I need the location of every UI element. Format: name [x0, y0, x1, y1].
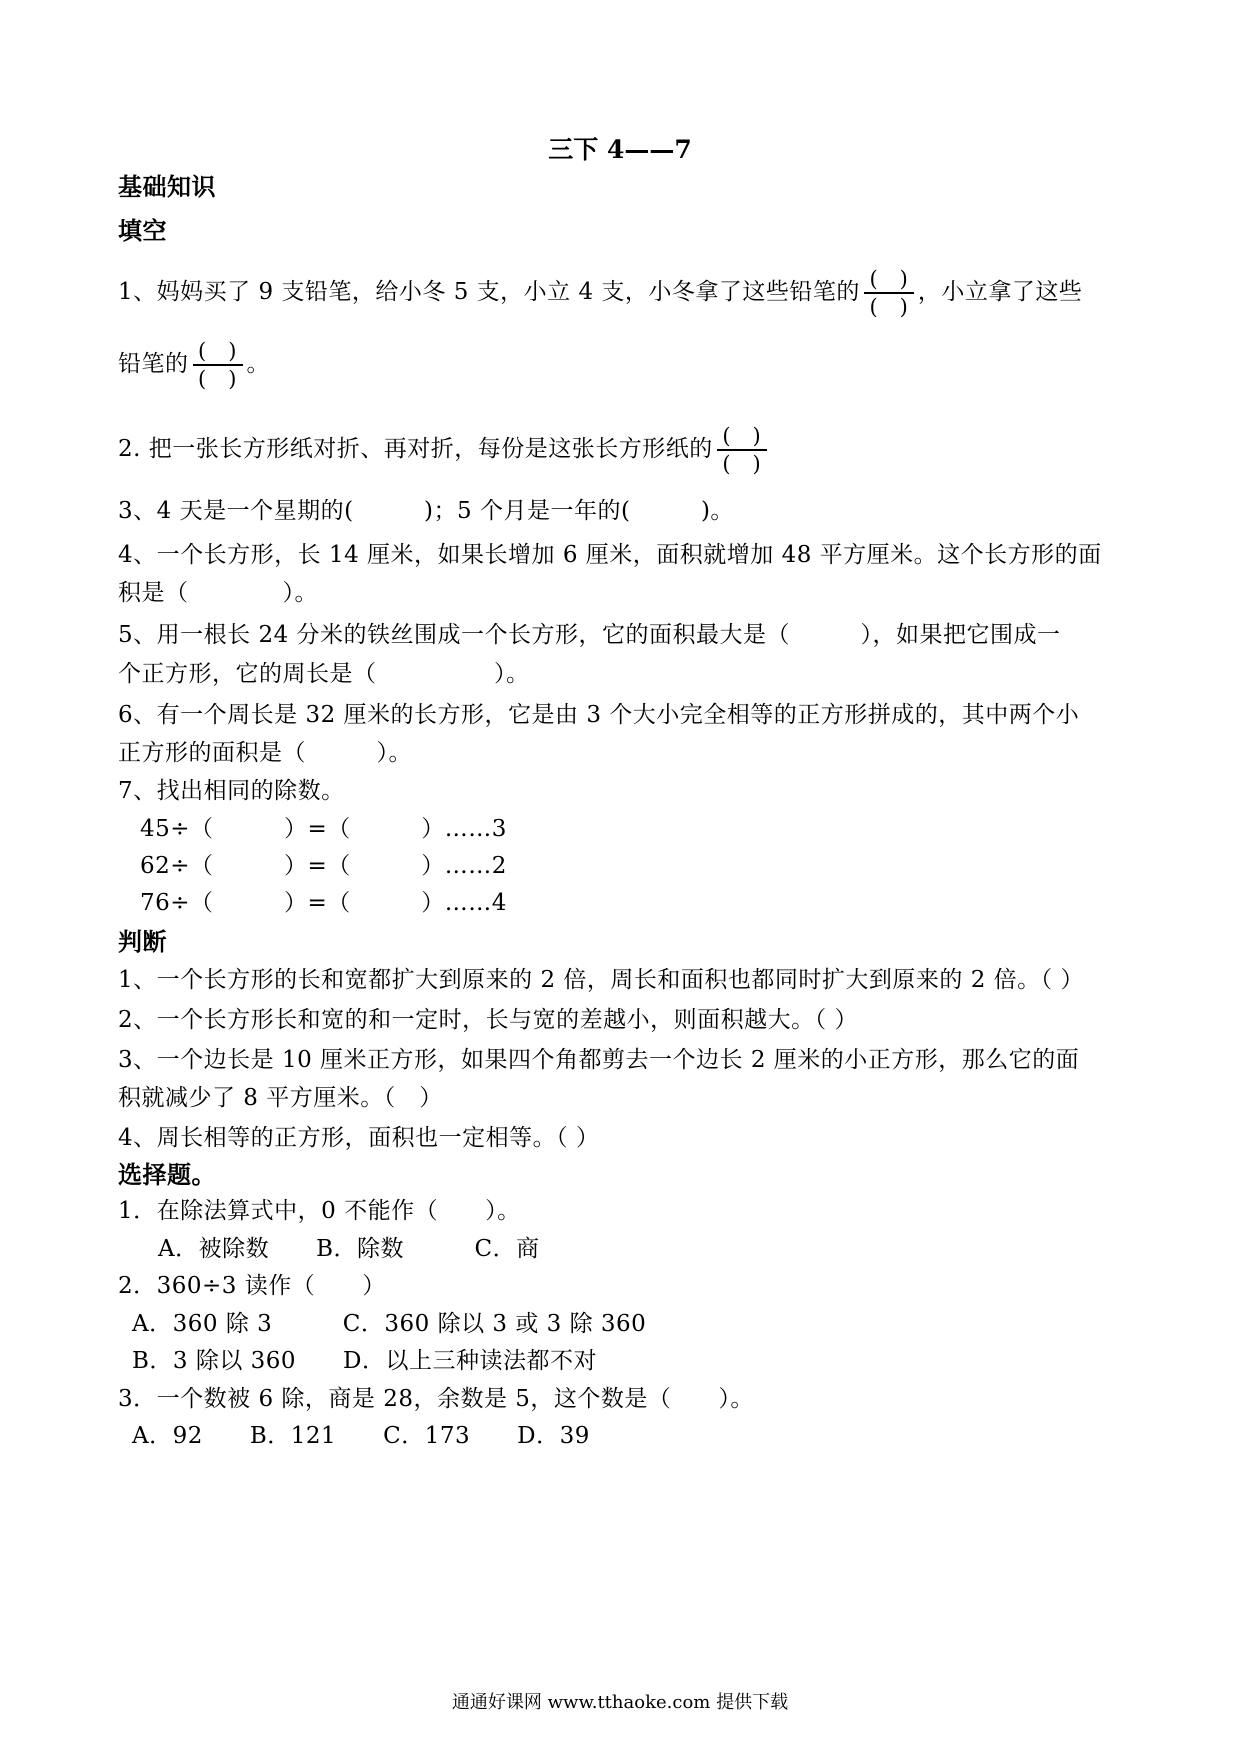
fill-question-1 — [118, 266, 1082, 320]
q1-text-d: 。 — [246, 351, 270, 377]
division-row-2: 62÷（ ）=（ ）……2 — [140, 853, 507, 879]
judge-question-2: 2、一个长方形长和宽的和一定时，长与宽的差越小，则面积越大。（ ） — [118, 1007, 858, 1033]
choice-question-3: 3．一个数被 6 除，商是 28，余数是 5，这个数是（ ）。 — [118, 1386, 754, 1412]
q1-text-c: 铅笔的 — [118, 351, 189, 377]
fill-question-1-cont — [118, 338, 270, 392]
fill-question-7: 7、找出相同的除数。 — [118, 778, 345, 804]
q1-text-a: 1、妈妈买了 9 支铅笔，给小冬 5 支，小立 4 支，小冬拿了这些铅笔的 — [118, 279, 860, 305]
section-basic-knowledge: 基础知识 — [118, 172, 216, 201]
choice-question-1-options: A．被除数 B．除数 C．商 — [158, 1236, 540, 1262]
judge-question-3-line-1: 3、一个边长是 10 厘米正方形，如果四个角都剪去一个边长 2 厘米的小正方形，那么它的面 — [118, 1047, 1080, 1073]
fraction-blank[interactable]: $\frac{( )}{( )}$ — [864, 266, 914, 320]
choice-question-2-options-a: A．360 除 3 C．360 除以 3 或 3 除 360 — [132, 1311, 647, 1337]
section-multiple-choice: 选择题。 — [118, 1160, 216, 1189]
fill-question-6-line-1: 6、有一个周长是 32 厘米的长方形，它是由 3 个大小完全相等的正方形拼成的，其中两个小 — [118, 702, 1080, 728]
section-judge: 判断 — [118, 927, 167, 956]
q2-text: 2. 把一张长方形纸对折、再对折，每份是这张长方形纸的 — [118, 436, 713, 462]
q1-text-b: ，小立拿了这些 — [917, 279, 1083, 305]
judge-question-1: 1、一个长方形的长和宽都扩大到原来的 2 倍，周长和面积也都同时扩大到原来的 2 倍。（ ） — [118, 967, 1084, 993]
choice-question-3-options: A．92 B．121 C．173 D．39 — [132, 1423, 590, 1449]
fill-question-2 — [118, 423, 771, 477]
fraction-blank[interactable]: $\frac{( )}{( )}$ — [717, 423, 767, 477]
fill-question-4-line-1: 4、一个长方形，长 14 厘米，如果长增加 6 厘米，面积就增加 48 平方厘米。这个长方形的面 — [118, 542, 1102, 568]
section-fill-blank: 填空 — [118, 216, 167, 245]
fill-question-5-line-2: 个正方形，它的周长是（ ）。 — [118, 661, 530, 687]
page-footer: 通通好课网 www.tthaoke.com 提供下载 — [451, 1692, 789, 1713]
fill-question-3: 3、4 天是一个星期的( )；5 个月是一年的( )。 — [118, 498, 734, 524]
judge-question-3-line-2: 积就减少了 8 平方厘米。（ ） — [118, 1085, 443, 1111]
choice-question-2: 2．360÷3 读作（ ） — [118, 1273, 386, 1299]
fraction-blank[interactable]: $\frac{( )}{( )}$ — [193, 338, 243, 392]
judge-question-4: 4、周长相等的正方形，面积也一定相等。（ ） — [118, 1125, 600, 1151]
fill-question-5-line-1: 5、用一根长 24 分米的铁丝围成一个长方形，它的面积最大是（ ），如果把它围成一 — [118, 622, 1061, 648]
page-title: 三下 4——7 — [548, 135, 692, 164]
division-row-3: 76÷（ ）=（ ）……4 — [140, 890, 507, 916]
fill-question-6-line-2: 正方形的面积是（ ）。 — [118, 740, 412, 766]
division-row-1: 45÷（ ）=（ ）……3 — [140, 816, 507, 842]
fill-question-4-line-2: 积是（ ）。 — [118, 580, 318, 606]
choice-question-1: 1．在除法算式中，0 不能作（ ）。 — [118, 1198, 521, 1224]
choice-question-2-options-b: B．3 除以 360 D．以上三种读法都不对 — [132, 1348, 597, 1374]
